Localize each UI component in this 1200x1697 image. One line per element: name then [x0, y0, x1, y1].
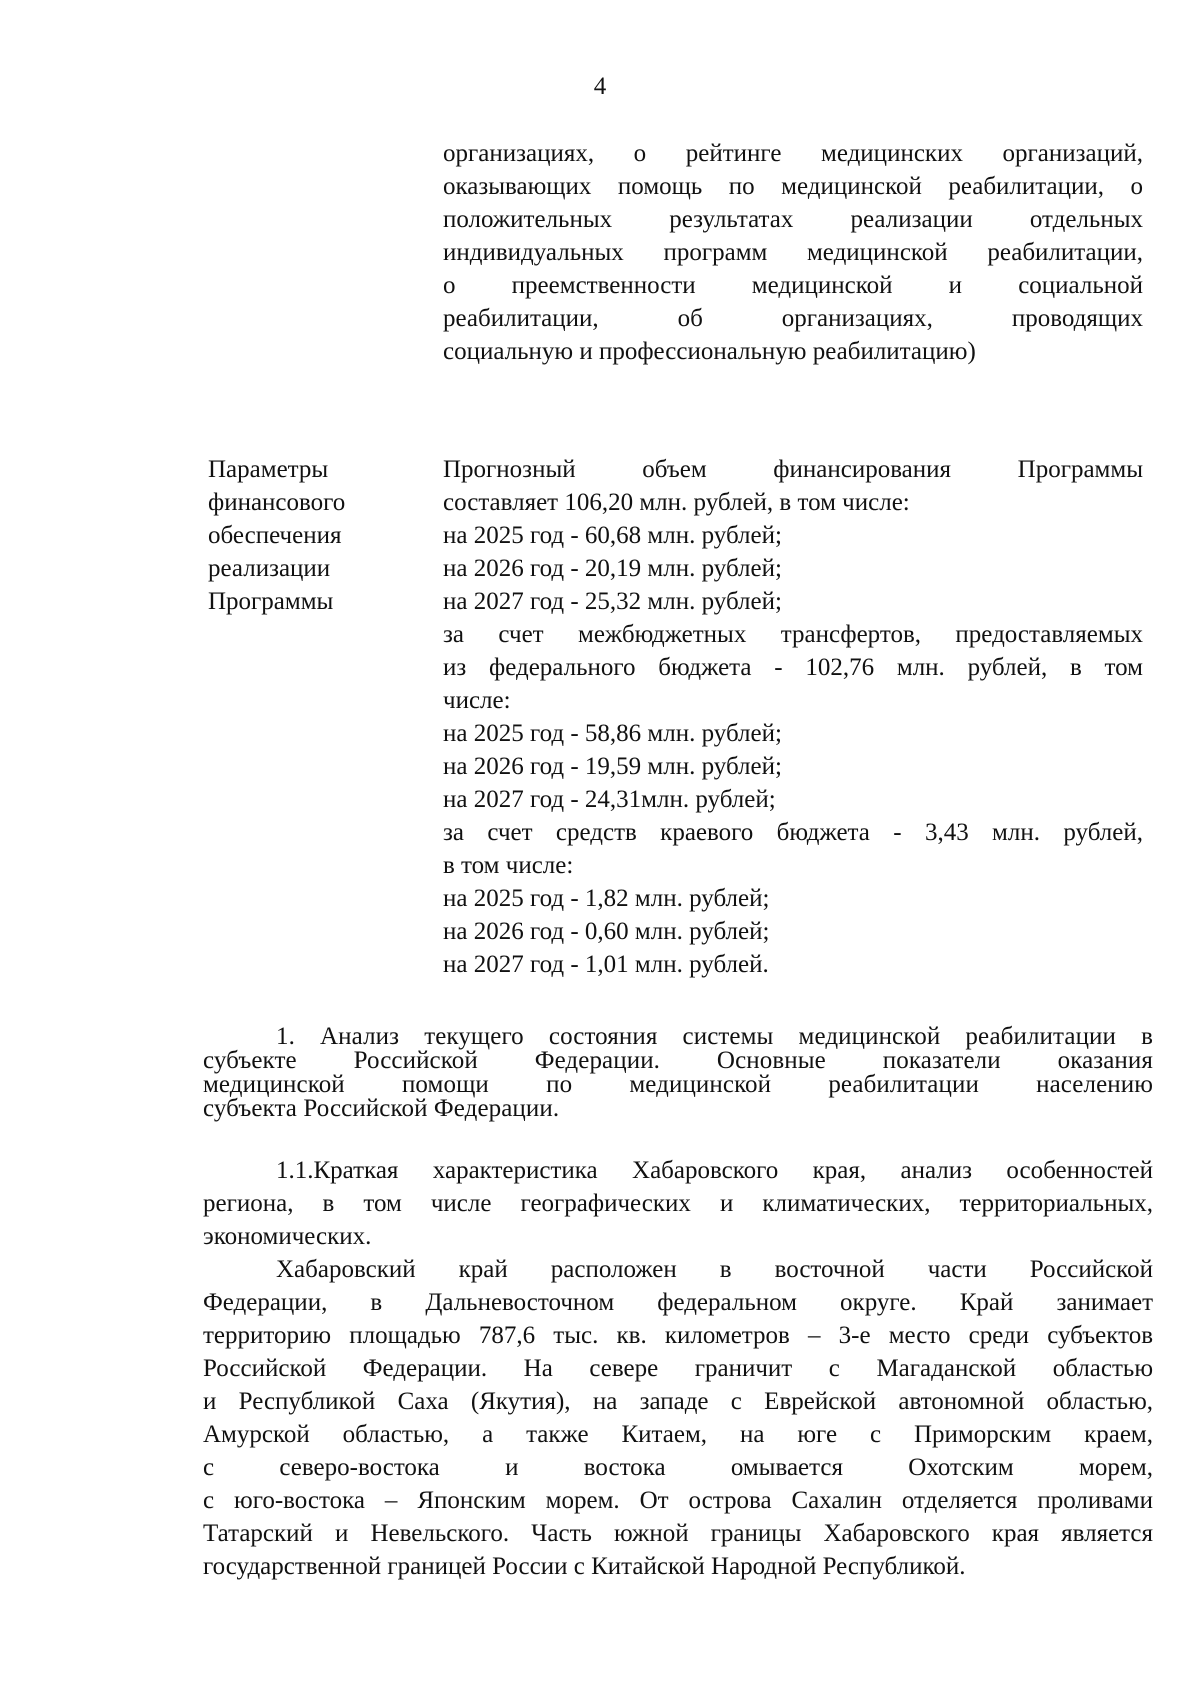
financing-value-line: в том числе:: [443, 852, 574, 879]
financing-value-line: на 2025 год - 58,86 млн. рублей;: [443, 720, 782, 747]
financing-label-line: финансового: [208, 489, 346, 516]
paragraph-line: государственной границей России с Китайской Народной Республикой.: [203, 1553, 966, 1580]
financing-value-line: Прогнозный объем финансирования Программы: [443, 456, 1143, 483]
continued-line: о преемственности медицинской и социальной: [443, 272, 1143, 299]
continued-line: положительных результатах реализации отдельных: [443, 206, 1143, 233]
subsection-line: 1.1.Краткая характеристика Хабаровского края, анализ особенностей: [276, 1157, 1153, 1184]
section-heading-line: 1. Анализ текущего состояния системы медицинской реабилитации в: [276, 1023, 1153, 1050]
page-number: 4: [593, 73, 607, 100]
continued-line: организациях, о рейтинге медицинских организаций,: [443, 140, 1143, 167]
continued-line: оказывающих помощь по медицинской реабилитации, о: [443, 173, 1143, 200]
financing-value-line: на 2026 год - 20,19 млн. рублей;: [443, 555, 782, 582]
financing-value-line: за счет межбюджетных трансфертов, предоставляемых: [443, 621, 1143, 648]
paragraph-line: с юго-востока – Японским морем. От острова Сахалин отделяется проливами: [203, 1487, 1153, 1514]
financing-label-line: реализации: [208, 555, 331, 582]
continued-line: индивидуальных программ медицинской реабилитации,: [443, 239, 1143, 266]
financing-value-line: на 2027 год - 24,31млн. рублей;: [443, 786, 776, 813]
financing-label-line: Параметры: [208, 456, 329, 483]
paragraph-line: Амурской областью, а также Китаем, на юге с Приморским краем,: [203, 1421, 1153, 1448]
paragraph-line: Российской Федерации. На севере граничит с Магаданской областью: [203, 1355, 1153, 1382]
financing-value-line: составляет 106,20 млн. рублей, в том числе:: [443, 489, 910, 516]
financing-value-line: на 2025 год - 1,82 млн. рублей;: [443, 885, 770, 912]
section-heading-line: субъекте Российской Федерации. Основные показатели оказания: [203, 1047, 1153, 1074]
financing-value-line: на 2026 год - 19,59 млн. рублей;: [443, 753, 782, 780]
financing-value-line: на 2025 год - 60,68 млн. рублей;: [443, 522, 782, 549]
subsection-line: экономических.: [203, 1223, 372, 1250]
financing-value-line: за счет средств краевого бюджета - 3,43 млн. рублей,: [443, 819, 1143, 846]
paragraph-line: Хабаровский край расположен в восточной части Российской: [276, 1256, 1153, 1283]
paragraph-line: и Республикой Саха (Якутия), на западе с Еврейской автономной областью,: [203, 1388, 1153, 1415]
financing-value-line: на 2026 год - 0,60 млн. рублей;: [443, 918, 770, 945]
paragraph-line: территорию площадью 787,6 тыс. кв. километров – 3-е место среди субъектов: [203, 1322, 1153, 1349]
financing-value-line: на 2027 год - 1,01 млн. рублей.: [443, 951, 769, 978]
financing-label-line: обеспечения: [208, 522, 342, 549]
financing-value-line: из федерального бюджета - 102,76 млн. рублей, в том: [443, 654, 1143, 681]
paragraph-line: Федерации, в Дальневосточном федеральном округе. Край занимает: [203, 1289, 1153, 1316]
section-heading-line: медицинской помощи по медицинской реабилитации населению: [203, 1071, 1153, 1098]
subsection-line: региона, в том числе географических и климатических, территориальных,: [203, 1190, 1153, 1217]
financing-value-line: числе:: [443, 687, 511, 714]
continued-line: реабилитации, об организациях, проводящих: [443, 305, 1143, 332]
financing-label-line: Программы: [208, 588, 334, 615]
paragraph-line: с северо-востока и востока омывается Охотским морем,: [203, 1454, 1153, 1481]
paragraph-line: Татарский и Невельского. Часть южной границы Хабаровского края является: [203, 1520, 1153, 1547]
continued-line: социальную и профессиональную реабилитацию): [443, 338, 976, 365]
section-heading-line: субъекта Российской Федерации.: [203, 1095, 560, 1122]
financing-value-line: на 2027 год - 25,32 млн. рублей;: [443, 588, 782, 615]
